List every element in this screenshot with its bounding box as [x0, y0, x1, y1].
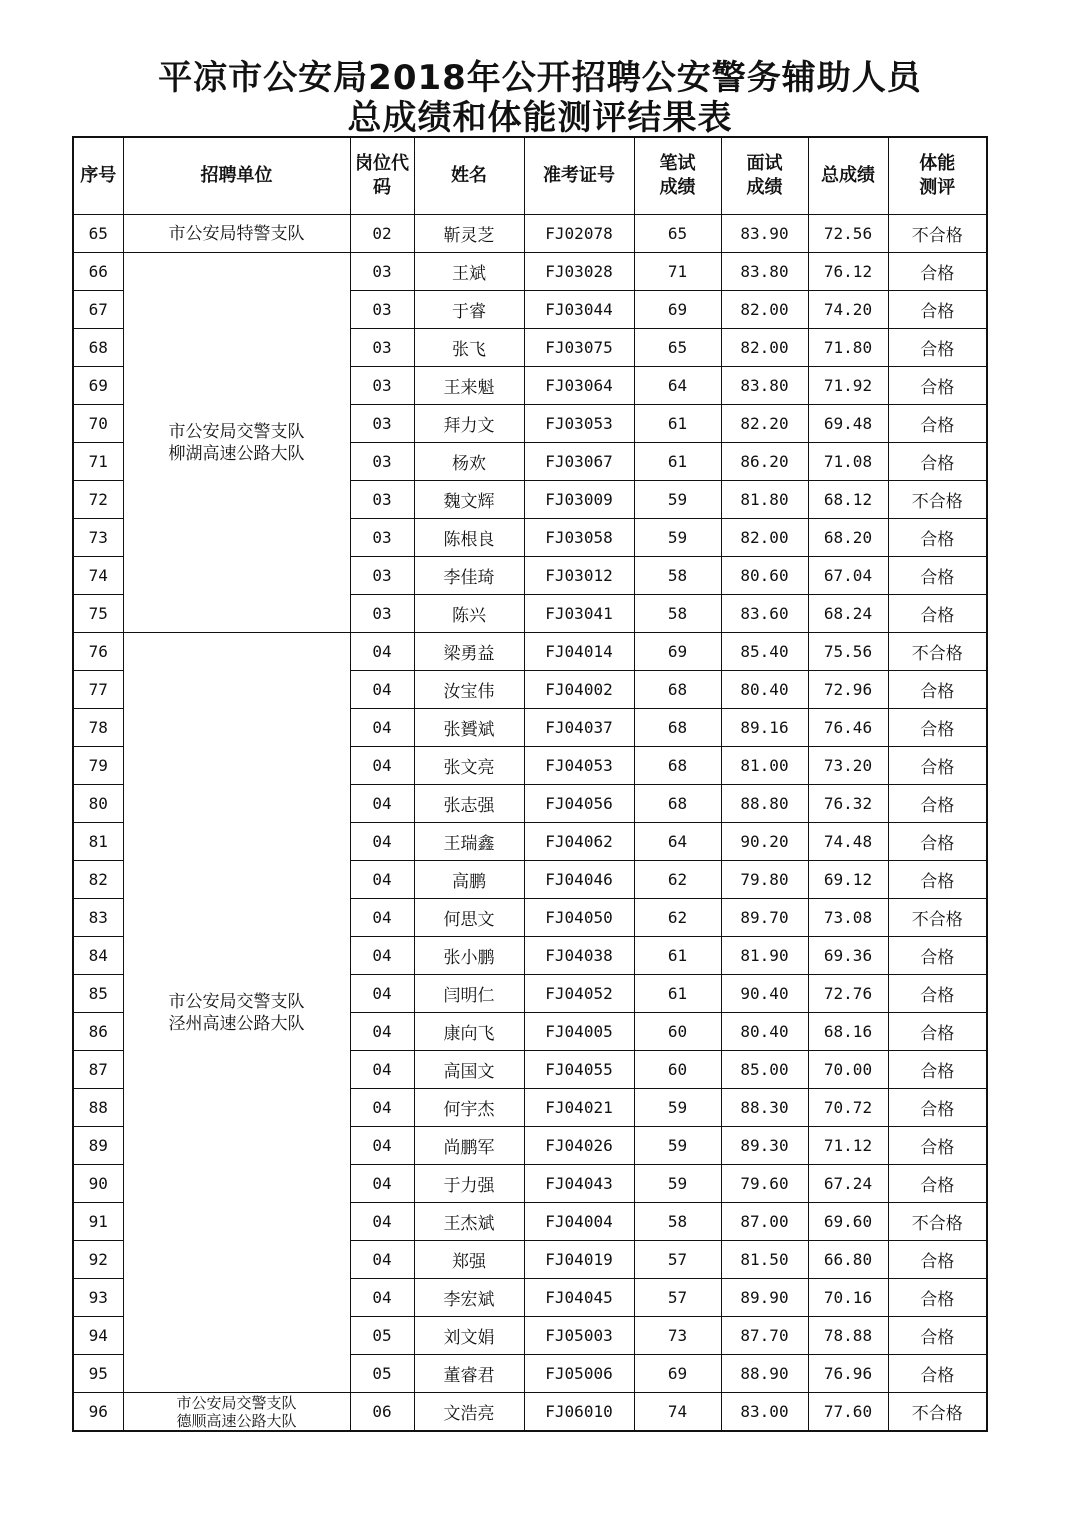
row-total-score: 71.92	[808, 367, 888, 405]
row-interview-score: 81.50	[721, 1241, 808, 1279]
row-ticket: FJ03028	[524, 253, 634, 291]
row-physical-result: 合格	[888, 709, 987, 747]
table-row	[73, 1393, 987, 1432]
row-written-score: 59	[634, 1165, 721, 1203]
row-name: 梁勇益	[414, 633, 524, 671]
results-table	[72, 136, 988, 1432]
row-seq: 82	[73, 861, 123, 899]
row-interview-score: 81.00	[721, 747, 808, 785]
row-total-score: 74.20	[808, 291, 888, 329]
row-name: 闫明仁	[414, 975, 524, 1013]
row-post-code: 03	[350, 367, 414, 405]
row-seq: 74	[73, 557, 123, 595]
row-post-code: 04	[350, 899, 414, 937]
row-post-code: 04	[350, 785, 414, 823]
row-ticket: FJ04043	[524, 1165, 634, 1203]
row-seq: 92	[73, 1241, 123, 1279]
row-name: 汝宝伟	[414, 671, 524, 709]
row-written-score: 62	[634, 899, 721, 937]
row-seq: 68	[73, 329, 123, 367]
row-name: 王斌	[414, 253, 524, 291]
row-interview-score: 88.30	[721, 1089, 808, 1127]
row-written-score: 69	[634, 291, 721, 329]
row-written-score: 64	[634, 823, 721, 861]
row-name: 张志强	[414, 785, 524, 823]
row-unit	[123, 215, 350, 253]
row-name: 魏文辉	[414, 481, 524, 519]
row-total-score: 67.04	[808, 557, 888, 595]
row-ticket: FJ04056	[524, 785, 634, 823]
row-post-code: 05	[350, 1355, 414, 1393]
row-physical-result: 不合格	[888, 633, 987, 671]
row-physical-result: 合格	[888, 1089, 987, 1127]
row-total-score: 76.32	[808, 785, 888, 823]
header-ticket: 准考证号	[524, 137, 634, 215]
row-seq: 89	[73, 1127, 123, 1165]
row-written-score: 58	[634, 1203, 721, 1241]
row-total-score: 68.20	[808, 519, 888, 557]
row-name: 陈根良	[414, 519, 524, 557]
row-total-score: 67.24	[808, 1165, 888, 1203]
row-post-code: 04	[350, 1051, 414, 1089]
row-physical-result: 合格	[888, 329, 987, 367]
row-total-score: 74.48	[808, 823, 888, 861]
row-total-score: 71.80	[808, 329, 888, 367]
row-physical-result: 合格	[888, 253, 987, 291]
unit-label: 市公安局交警支队	[168, 991, 305, 1012]
row-post-code: 03	[350, 519, 414, 557]
row-post-code: 04	[350, 1279, 414, 1317]
row-total-score: 68.24	[808, 595, 888, 633]
row-total-score: 69.12	[808, 861, 888, 899]
row-physical-result: 合格	[888, 823, 987, 861]
table-header-row	[73, 137, 987, 215]
header-total: 总成绩	[808, 137, 888, 215]
row-physical-result: 合格	[888, 975, 987, 1013]
row-unit	[123, 1393, 350, 1432]
row-total-score: 70.72	[808, 1089, 888, 1127]
row-seq: 67	[73, 291, 123, 329]
row-written-score: 57	[634, 1241, 721, 1279]
row-interview-score: 83.80	[721, 253, 808, 291]
row-total-score: 76.46	[808, 709, 888, 747]
row-interview-score: 89.16	[721, 709, 808, 747]
row-post-code: 04	[350, 975, 414, 1013]
row-seq: 65	[73, 215, 123, 253]
row-name: 王来魁	[414, 367, 524, 405]
row-physical-result: 合格	[888, 861, 987, 899]
row-name: 张文亮	[414, 747, 524, 785]
table-row	[73, 633, 987, 671]
row-post-code: 04	[350, 633, 414, 671]
row-ticket: FJ04005	[524, 1013, 634, 1051]
row-interview-score: 82.20	[721, 405, 808, 443]
row-name: 李宏斌	[414, 1279, 524, 1317]
row-written-score: 58	[634, 595, 721, 633]
row-total-score: 73.20	[808, 747, 888, 785]
row-seq: 73	[73, 519, 123, 557]
row-ticket: FJ04004	[524, 1203, 634, 1241]
row-post-code: 04	[350, 937, 414, 975]
row-interview-score: 87.00	[721, 1203, 808, 1241]
row-physical-result: 合格	[888, 1355, 987, 1393]
row-seq: 75	[73, 595, 123, 633]
row-written-score: 60	[634, 1013, 721, 1051]
row-physical-result: 合格	[888, 405, 987, 443]
row-ticket: FJ04019	[524, 1241, 634, 1279]
row-name: 张飞	[414, 329, 524, 367]
row-written-score: 62	[634, 861, 721, 899]
row-interview-score: 86.20	[721, 443, 808, 481]
row-post-code: 04	[350, 1203, 414, 1241]
row-seq: 95	[73, 1355, 123, 1393]
row-post-code: 04	[350, 671, 414, 709]
row-written-score: 59	[634, 481, 721, 519]
header-physical-test: 体能 测评	[888, 137, 987, 215]
row-post-code: 03	[350, 595, 414, 633]
row-post-code: 02	[350, 215, 414, 253]
row-written-score: 74	[634, 1393, 721, 1432]
row-post-code: 04	[350, 1013, 414, 1051]
row-physical-result: 合格	[888, 785, 987, 823]
row-seq: 71	[73, 443, 123, 481]
row-physical-result: 合格	[888, 1317, 987, 1355]
row-seq: 70	[73, 405, 123, 443]
row-ticket: FJ04046	[524, 861, 634, 899]
header-post-code: 岗位代 码	[350, 137, 414, 215]
unit-label: 柳湖高速公路大队	[168, 443, 305, 464]
row-physical-result: 合格	[888, 291, 987, 329]
row-total-score: 69.48	[808, 405, 888, 443]
row-total-score: 77.60	[808, 1393, 888, 1432]
row-seq: 76	[73, 633, 123, 671]
row-name: 拜力文	[414, 405, 524, 443]
row-name: 李佳琦	[414, 557, 524, 595]
row-total-score: 73.08	[808, 899, 888, 937]
row-post-code: 03	[350, 405, 414, 443]
row-ticket: FJ04050	[524, 899, 634, 937]
row-seq: 93	[73, 1279, 123, 1317]
row-physical-result: 合格	[888, 367, 987, 405]
row-post-code: 04	[350, 861, 414, 899]
row-post-code: 03	[350, 481, 414, 519]
row-interview-score: 90.20	[721, 823, 808, 861]
row-seq: 88	[73, 1089, 123, 1127]
row-interview-score: 80.60	[721, 557, 808, 595]
row-post-code: 03	[350, 557, 414, 595]
row-ticket: FJ03053	[524, 405, 634, 443]
row-ticket: FJ03058	[524, 519, 634, 557]
row-total-score: 70.00	[808, 1051, 888, 1089]
row-name: 杨欢	[414, 443, 524, 481]
row-physical-result: 合格	[888, 747, 987, 785]
row-seq: 84	[73, 937, 123, 975]
row-total-score: 76.12	[808, 253, 888, 291]
row-interview-score: 80.40	[721, 1013, 808, 1051]
row-physical-result: 合格	[888, 557, 987, 595]
row-name: 靳灵芝	[414, 215, 524, 253]
row-ticket: FJ04021	[524, 1089, 634, 1127]
table-row	[73, 215, 987, 253]
row-physical-result: 不合格	[888, 481, 987, 519]
row-total-score: 76.96	[808, 1355, 888, 1393]
row-written-score: 65	[634, 329, 721, 367]
table-row	[73, 253, 987, 291]
row-name: 陈兴	[414, 595, 524, 633]
row-interview-score: 88.90	[721, 1355, 808, 1393]
row-interview-score: 89.90	[721, 1279, 808, 1317]
row-post-code: 04	[350, 1127, 414, 1165]
row-post-code: 04	[350, 1089, 414, 1127]
row-ticket: FJ04037	[524, 709, 634, 747]
row-ticket: FJ04026	[524, 1127, 634, 1165]
row-ticket: FJ04053	[524, 747, 634, 785]
row-written-score: 73	[634, 1317, 721, 1355]
row-written-score: 60	[634, 1051, 721, 1089]
row-written-score: 69	[634, 1355, 721, 1393]
row-written-score: 68	[634, 747, 721, 785]
row-ticket: FJ04014	[524, 633, 634, 671]
row-written-score: 68	[634, 785, 721, 823]
row-ticket: FJ04038	[524, 937, 634, 975]
row-ticket: FJ03012	[524, 557, 634, 595]
row-name: 何思文	[414, 899, 524, 937]
row-physical-result: 合格	[888, 1013, 987, 1051]
row-seq: 86	[73, 1013, 123, 1051]
row-physical-result: 不合格	[888, 1393, 987, 1432]
row-interview-score: 83.60	[721, 595, 808, 633]
row-physical-result: 合格	[888, 1051, 987, 1089]
row-unit	[123, 633, 350, 1393]
row-interview-score: 88.80	[721, 785, 808, 823]
row-ticket: FJ03075	[524, 329, 634, 367]
row-physical-result: 不合格	[888, 899, 987, 937]
row-total-score: 71.08	[808, 443, 888, 481]
row-interview-score: 82.00	[721, 329, 808, 367]
row-interview-score: 80.40	[721, 671, 808, 709]
row-interview-score: 85.40	[721, 633, 808, 671]
row-written-score: 59	[634, 1127, 721, 1165]
row-written-score: 61	[634, 443, 721, 481]
row-name: 于睿	[414, 291, 524, 329]
unit-label: 泾州高速公路大队	[168, 1013, 305, 1034]
row-ticket: FJ06010	[524, 1393, 634, 1432]
row-physical-result: 不合格	[888, 215, 987, 253]
row-written-score: 61	[634, 975, 721, 1013]
row-written-score: 68	[634, 709, 721, 747]
row-seq: 66	[73, 253, 123, 291]
document-title-line1: 平凉市公安局2018年公开招聘公安警务辅助人员	[158, 58, 922, 98]
row-seq: 80	[73, 785, 123, 823]
row-post-code: 04	[350, 823, 414, 861]
row-seq: 94	[73, 1317, 123, 1355]
row-name: 尚鹏军	[414, 1127, 524, 1165]
row-interview-score: 87.70	[721, 1317, 808, 1355]
unit-label: 德顺高速公路大队	[176, 1411, 297, 1430]
row-seq: 81	[73, 823, 123, 861]
unit-label: 市公安局特警支队	[168, 223, 305, 244]
row-seq: 91	[73, 1203, 123, 1241]
row-physical-result: 合格	[888, 671, 987, 709]
row-written-score: 61	[634, 405, 721, 443]
row-post-code: 03	[350, 291, 414, 329]
header-written: 笔试 成绩	[634, 137, 721, 215]
row-written-score: 59	[634, 519, 721, 557]
row-interview-score: 82.00	[721, 519, 808, 557]
header-seq: 序号	[73, 137, 123, 215]
row-physical-result: 合格	[888, 443, 987, 481]
row-written-score: 61	[634, 937, 721, 975]
row-ticket: FJ03009	[524, 481, 634, 519]
row-name: 刘文娟	[414, 1317, 524, 1355]
row-total-score: 72.76	[808, 975, 888, 1013]
row-physical-result: 合格	[888, 937, 987, 975]
row-ticket: FJ05006	[524, 1355, 634, 1393]
row-written-score: 69	[634, 633, 721, 671]
row-interview-score: 83.90	[721, 215, 808, 253]
header-unit: 招聘单位	[123, 137, 350, 215]
row-ticket: FJ03064	[524, 367, 634, 405]
row-post-code: 05	[350, 1317, 414, 1355]
row-total-score: 69.36	[808, 937, 888, 975]
row-interview-score: 89.70	[721, 899, 808, 937]
row-total-score: 75.56	[808, 633, 888, 671]
row-total-score: 71.12	[808, 1127, 888, 1165]
row-name: 张小鹏	[414, 937, 524, 975]
row-ticket: FJ04002	[524, 671, 634, 709]
row-name: 何宇杰	[414, 1089, 524, 1127]
row-seq: 69	[73, 367, 123, 405]
row-total-score: 66.80	[808, 1241, 888, 1279]
row-name: 文浩亮	[414, 1393, 524, 1432]
row-unit	[123, 253, 350, 633]
row-total-score: 68.12	[808, 481, 888, 519]
row-name: 高鹏	[414, 861, 524, 899]
row-post-code: 04	[350, 1241, 414, 1279]
row-name: 于力强	[414, 1165, 524, 1203]
row-ticket: FJ04052	[524, 975, 634, 1013]
row-post-code: 03	[350, 443, 414, 481]
row-post-code: 04	[350, 747, 414, 785]
row-interview-score: 82.00	[721, 291, 808, 329]
row-physical-result: 合格	[888, 1165, 987, 1203]
row-physical-result: 合格	[888, 595, 987, 633]
row-written-score: 58	[634, 557, 721, 595]
row-name: 张贇斌	[414, 709, 524, 747]
row-physical-result: 合格	[888, 1241, 987, 1279]
row-total-score: 70.16	[808, 1279, 888, 1317]
row-total-score: 72.96	[808, 671, 888, 709]
row-written-score: 71	[634, 253, 721, 291]
row-seq: 96	[73, 1393, 123, 1432]
row-ticket: FJ04062	[524, 823, 634, 861]
row-total-score: 69.60	[808, 1203, 888, 1241]
row-ticket: FJ05003	[524, 1317, 634, 1355]
row-written-score: 65	[634, 215, 721, 253]
row-name: 高国文	[414, 1051, 524, 1089]
row-name: 郑强	[414, 1241, 524, 1279]
row-seq: 79	[73, 747, 123, 785]
row-physical-result: 合格	[888, 1279, 987, 1317]
row-interview-score: 79.80	[721, 861, 808, 899]
row-interview-score: 85.00	[721, 1051, 808, 1089]
row-seq: 85	[73, 975, 123, 1013]
row-post-code: 03	[350, 253, 414, 291]
row-written-score: 68	[634, 671, 721, 709]
row-interview-score: 79.60	[721, 1165, 808, 1203]
row-name: 王杰斌	[414, 1203, 524, 1241]
row-name: 康向飞	[414, 1013, 524, 1051]
header-interview: 面试 成绩	[721, 137, 808, 215]
row-post-code: 04	[350, 709, 414, 747]
row-ticket: FJ04055	[524, 1051, 634, 1089]
row-interview-score: 83.80	[721, 367, 808, 405]
row-seq: 90	[73, 1165, 123, 1203]
row-ticket: FJ03067	[524, 443, 634, 481]
row-name: 王瑞鑫	[414, 823, 524, 861]
row-written-score: 64	[634, 367, 721, 405]
row-seq: 87	[73, 1051, 123, 1089]
row-written-score: 59	[634, 1089, 721, 1127]
row-seq: 83	[73, 899, 123, 937]
row-total-score: 72.56	[808, 215, 888, 253]
row-seq: 72	[73, 481, 123, 519]
row-ticket: FJ03041	[524, 595, 634, 633]
unit-label: 市公安局交警支队	[176, 1393, 297, 1412]
document-title-line2: 总成绩和体能测评结果表	[347, 98, 733, 138]
row-interview-score: 81.80	[721, 481, 808, 519]
row-interview-score: 83.00	[721, 1393, 808, 1432]
row-interview-score: 90.40	[721, 975, 808, 1013]
row-ticket: FJ03044	[524, 291, 634, 329]
row-post-code: 06	[350, 1393, 414, 1432]
row-total-score: 78.88	[808, 1317, 888, 1355]
row-interview-score: 81.90	[721, 937, 808, 975]
row-seq: 77	[73, 671, 123, 709]
row-written-score: 57	[634, 1279, 721, 1317]
header-name: 姓名	[414, 137, 524, 215]
row-post-code: 03	[350, 329, 414, 367]
row-seq: 78	[73, 709, 123, 747]
row-name: 董睿君	[414, 1355, 524, 1393]
row-interview-score: 89.30	[721, 1127, 808, 1165]
row-post-code: 04	[350, 1165, 414, 1203]
row-physical-result: 合格	[888, 519, 987, 557]
row-ticket: FJ02078	[524, 215, 634, 253]
unit-label: 市公安局交警支队	[168, 421, 305, 442]
row-physical-result: 不合格	[888, 1203, 987, 1241]
row-ticket: FJ04045	[524, 1279, 634, 1317]
row-total-score: 68.16	[808, 1013, 888, 1051]
row-physical-result: 合格	[888, 1127, 987, 1165]
